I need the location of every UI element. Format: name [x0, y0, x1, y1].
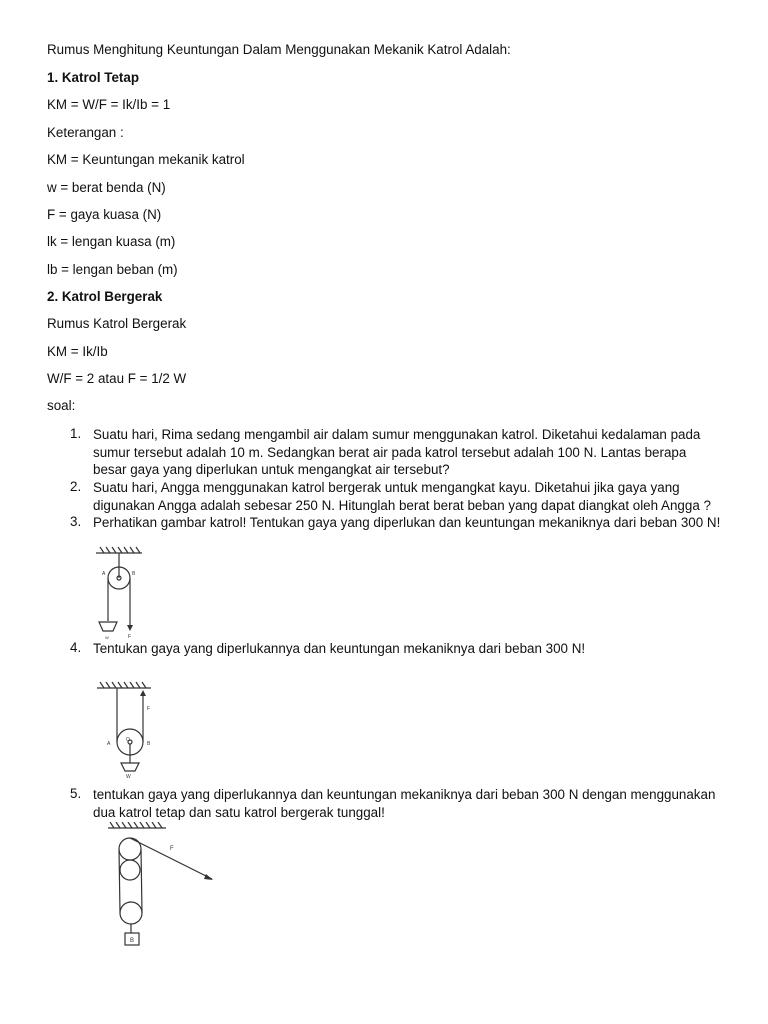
- question-5-text: tentukan gaya yang diperlukannya dan keuntungan mekaniknya dari beban 300 N dengan menggunakan dua katrol tetap dan satu katrol bergerak tunggal!: [93, 787, 716, 820]
- soal-label: soal:: [47, 398, 76, 413]
- term-lb: lb = lengan beban (m): [47, 262, 178, 277]
- section2-formula1: KM = Ik/Ib: [47, 344, 108, 359]
- section1-title: 1. Katrol Tetap: [47, 70, 140, 85]
- question-1-text: Suatu hari, Rima sedang mengambil air dalam sumur menggunakan katrol. Diketahui kedalaman pada sumur tersebut adalah 10 m. Sedangkan berat air pada katrol tersebut adalah 100 N. Lantas berapa besar gaya yang diperlukan untuk mengangkat air tersebut?: [93, 427, 701, 478]
- question-5-number: 5.: [70, 786, 82, 801]
- movable-pulley-figure: [95, 680, 160, 780]
- question-2-text: Suatu hari, Angga menggunakan katrol bergerak untuk mengangkat kayu. Diketahui jika gaya yang digunakan Angga adalah sebesar 250 N. Hitunglah berat berat beban yang dapat diangkat oleh Angga ?: [93, 480, 711, 513]
- term-f: F = gaya kuasa (N): [47, 207, 162, 222]
- term-km: KM = Keuntungan mekanik katrol: [47, 152, 245, 167]
- section1-formula: KM = W/F = Ik/Ib = 1: [47, 97, 171, 112]
- question-3-number: 3.: [70, 514, 82, 529]
- fig2-label-o: O: [126, 737, 130, 743]
- fig1-label-f: F: [128, 634, 132, 640]
- fig1-label-b: B: [132, 571, 136, 577]
- intro-text: Rumus Menghitung Keuntungan Dalam Menggunakan Mekanik Katrol Adalah:: [47, 42, 511, 57]
- fig1-label-a: A: [102, 571, 106, 577]
- fig2-label-a: A: [107, 741, 111, 747]
- fig2-label-w: W: [126, 774, 131, 780]
- fig3-label-b: B: [130, 938, 135, 944]
- term-w: w = berat benda (N): [47, 180, 166, 195]
- keterangan-label: Keterangan :: [47, 125, 124, 140]
- question-1-number: 1.: [70, 426, 82, 441]
- section2-title: 2. Katrol Bergerak: [47, 289, 163, 304]
- question-4-number: 4.: [70, 640, 82, 655]
- question-2-number: 2.: [70, 479, 82, 494]
- fig3-label-f: F: [170, 846, 174, 852]
- question-3-text: Perhatikan gambar katrol! Tentukan gaya yang diperlukan dan keuntungan mekaniknya dari beban 300 N!: [93, 515, 721, 530]
- pulley-system-figure: [100, 822, 220, 952]
- fig2-label-b: B: [147, 741, 151, 747]
- section2-formula2: W/F = 2 atau F = 1/2 W: [47, 371, 187, 386]
- term-lk: lk = lengan kuasa (m): [47, 234, 176, 249]
- fig2-label-f: F: [147, 706, 151, 712]
- question-4-text: Tentukan gaya yang diperlukannya dan keuntungan mekaniknya dari beban 300 N!: [93, 641, 586, 656]
- fig1-label-w: W: [105, 635, 109, 640]
- section2-subtitle: Rumus Katrol Bergerak: [47, 316, 187, 331]
- fixed-pulley-figure: [90, 545, 150, 640]
